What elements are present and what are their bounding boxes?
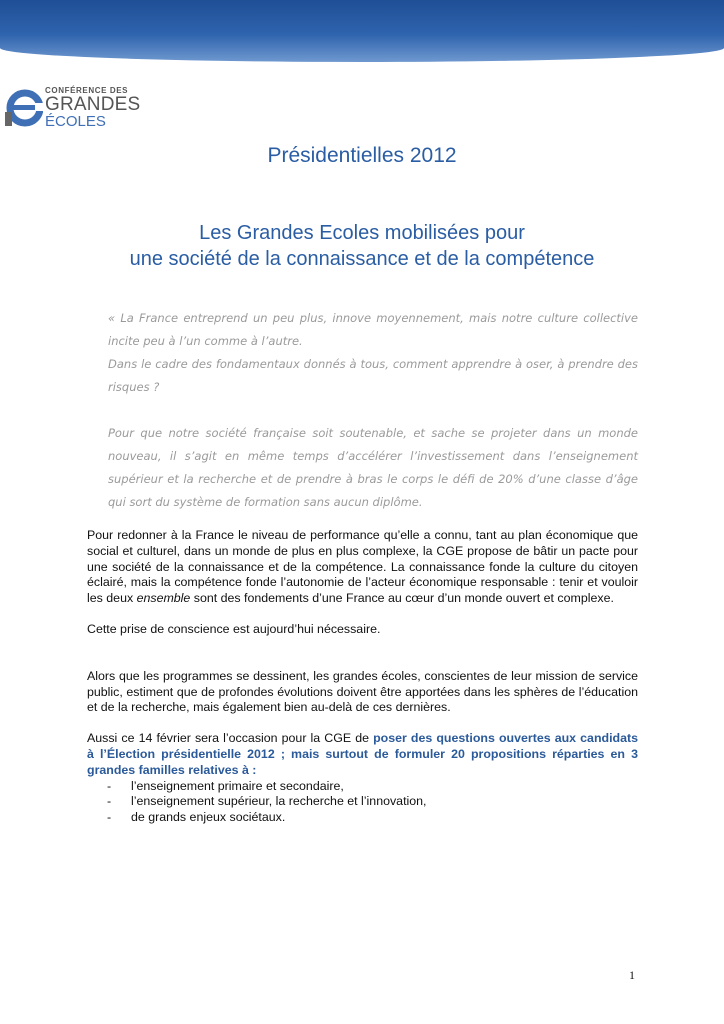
header-band bbox=[0, 0, 724, 62]
list-item: - l’enseignement primaire et secondaire, bbox=[87, 779, 638, 795]
main-title-line-1: Les Grandes Ecoles mobilisées pour bbox=[199, 222, 525, 244]
body-paragraph-1-end: sont des fondements d’une France au cœur d’un monde ouvert et complexe. bbox=[190, 591, 614, 606]
event-title: Présidentielles 2012 bbox=[267, 144, 457, 167]
body-paragraph-2: Cette prise de conscience est aujourd’hui nécessaire. bbox=[87, 621, 381, 636]
body-paragraph-1-start: Pour redonner à la France le niveau de performance qu’elle a connu, tant au plan économique que social et culturel, dans un monde de plus en plus complexe, la CGE propose de bâtir un pacte pour une société de la connaissance et de la compétence. La connaissance fonde la culture du citoyen éclairé, mais la compétence fonde l’autonomie de l’acteur économique responsable : tenir et vouloir les deux bbox=[87, 528, 638, 606]
logo-line-2: GRANDES bbox=[45, 94, 141, 115]
quote-paragraph-1: « La France entreprend un peu plus, innove moyennement, mais notre culture collective incite peu à l’un comme à l’autre. bbox=[108, 311, 638, 348]
body-paragraph-1-emphasis: ensemble bbox=[136, 591, 191, 606]
body-paragraph-4 bbox=[87, 731, 638, 778]
body-paragraph-3: Alors que les programmes se dessinent, les grandes écoles, conscientes de leur mission de service public, estiment que de profondes évolutions doivent être apportées dans les sphères de l’éducation et de la recherche, mais également bien au-delà de ces dernières. bbox=[87, 668, 638, 715]
quote-block bbox=[108, 307, 638, 514]
logo-line-1: CONFÉRENCE DES bbox=[45, 86, 129, 95]
main-title-line-2: une société de la connaissance et de la compétence bbox=[129, 248, 595, 270]
quote-paragraph-2: Dans le cadre des fondamentaux donnés à tous, comment apprendre à oser, à prendre des risques ? bbox=[108, 357, 638, 394]
cge-logo-mark-icon bbox=[5, 86, 43, 130]
cge-logo bbox=[5, 84, 141, 132]
logo-line-3: ÉCOLES bbox=[45, 113, 106, 130]
body-text bbox=[87, 528, 638, 826]
body-paragraph-4-start: Aussi ce 14 février sera l’occasion pour la CGE de bbox=[87, 731, 374, 746]
page-number: 1 bbox=[629, 968, 635, 982]
quote-paragraph-3: Pour que notre société française soit soutenable, et sache se projeter dans un monde nouveau, il s’agit en même temps d’accélérer l’investissement dans l’enseignement supérieur et la recherche et de prendre à bras le corps le défi de 20% d’une classe d’âge qui sort du système de formation sans aucun diplôme. bbox=[108, 426, 638, 509]
body-paragraph-1 bbox=[87, 528, 638, 607]
proposal-families-list bbox=[87, 779, 638, 826]
list-item: - l’enseignement supérieur, la recherche et l’innovation, bbox=[87, 794, 638, 810]
main-title bbox=[0, 220, 724, 272]
list-item: - de grands enjeux sociétaux. bbox=[87, 810, 638, 826]
body-paragraph-4-highlight: poser des questions ouvertes aux candidats à l’Élection présidentielle 2012 ; mais surtout de formuler 20 propositions réparties en 3 grandes familles relatives à : bbox=[87, 731, 638, 777]
